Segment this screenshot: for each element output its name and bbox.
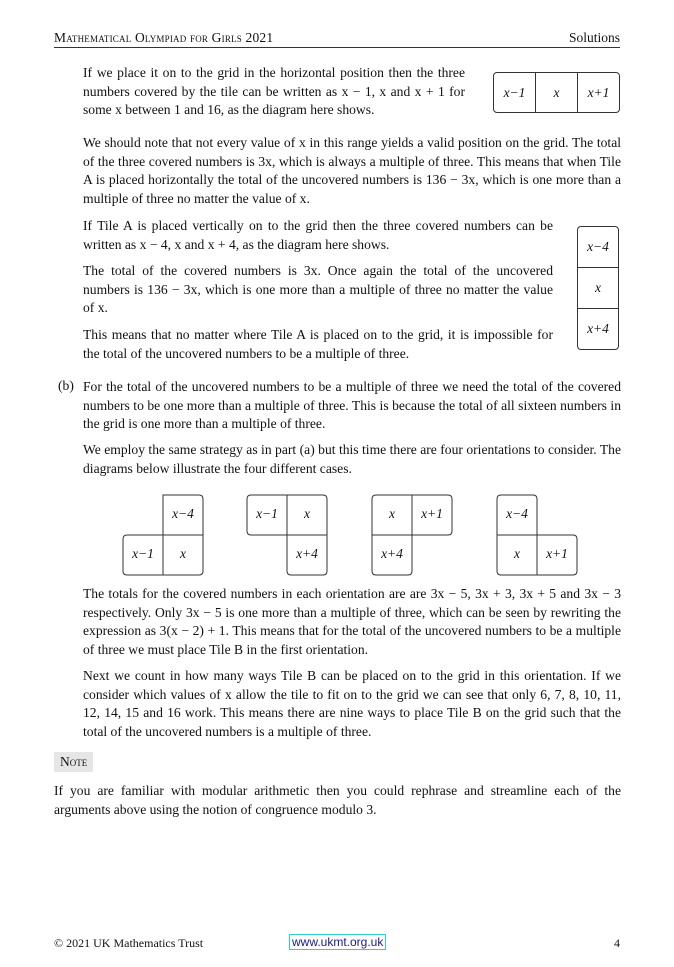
- tile-a-horizontal-diagram: [493, 72, 620, 113]
- tile-cell: x−1: [503, 84, 526, 100]
- part-b-label: (b): [58, 378, 74, 393]
- tile-cell: x+1: [546, 546, 568, 561]
- tile-cell: x−1: [132, 546, 154, 561]
- paragraph-horizontal: If we place it on to the grid in the horizontal position then the three numbers covered by the tile can be written as x − 1, x and x + 1 for some x between 1 and 16, as the diagram here shows.: [83, 65, 465, 117]
- running-header-title: Mathematical Olympiad for Girls 2021: [54, 30, 274, 45]
- paragraph-b1: For the total of the uncovered numbers to be a multiple of three we need the total of the covered numbers to be one more than a multiple of three. This is because the total of all sixteen numbers in the grid is one more than a multiple of three.: [83, 379, 621, 431]
- tile-cell: x+4: [381, 546, 403, 561]
- tile-cell: x: [514, 546, 520, 561]
- paragraph-valid-position: We should note that not every value of x in this range yields a valid position on the grid. The total of the three covered numbers is 3x, which is always a multiple of three. This means that when Tile A is placed horizontally the total of the uncovered numbers is 136 − 3x, which is one more than a multiple of three no matter the value of x.: [83, 135, 621, 206]
- paragraph-b2: We employ the same strategy as in part (a) but this time there are four orientations to consider. The diagrams below illustrate the four different cases.: [83, 442, 621, 476]
- tile-a-vertical-diagram: [577, 226, 619, 350]
- tile-cell: x−4: [587, 239, 609, 254]
- tile-cell: x: [578, 267, 618, 308]
- tile-cell: x+4: [296, 546, 318, 561]
- tile-cell: x−4: [172, 506, 194, 521]
- tile-cell: x: [389, 506, 395, 521]
- tile-b-orientation-3: [370, 493, 454, 577]
- header-rule: [54, 47, 620, 48]
- note-heading: Note: [54, 752, 93, 772]
- page-number: 4: [614, 936, 620, 950]
- running-header-section: Solutions: [568, 30, 620, 45]
- tile-b-orientation-2: [245, 493, 329, 577]
- tile-cell: x+1: [421, 506, 443, 521]
- tile-cell: x−1: [256, 506, 278, 521]
- paragraph-total-vertical: The total of the covered numbers is 3x. Once again the total of the uncovered numbers is 136 − 3x, which is one more than a multiple of three no matter the value of x.: [83, 263, 553, 315]
- tile-cell: x−4: [506, 506, 528, 521]
- paragraph-note: If you are familiar with modular arithmetic then you could rephrase and streamline each of the arguments above using the notion of congruence modulo 3.: [54, 783, 621, 817]
- tile-cell: x: [180, 546, 186, 561]
- paragraph-b3: The totals for the covered numbers in each orientation are are 3x − 5, 3x + 3, 3x + 5 and 3x − 3 respectively. Only 3x − 5 is one more than a multiple of three, which can be seen by rewriting the expression as 3(x − 2) + 1. This means that for the total of the uncovered numbers to be a multiple of three we must place Tile B in the first orientation.: [83, 586, 621, 657]
- paragraph-vertical: If Tile A is placed vertically on to the grid then the three covered numbers can be written as x − 4, x and x + 4, as the diagram here shows.: [83, 218, 553, 252]
- tile-cell: x+4: [578, 308, 618, 349]
- tile-cell: x: [535, 73, 577, 112]
- paragraph-b4: Next we count in how many ways Tile B can be placed on to the grid in this orientation. If we consider which values of x allow the tile to fit on to the grid we can see that only 6, 7, 8, 10, 11, 12, 14, 15 and 16 work. This means there are nine ways to place Tile B on the grid such that the total of the uncovered numbers is a multiple of three.: [83, 668, 621, 739]
- paragraph-conclusion-a: This means that no matter where Tile A is placed on to the grid, it is impossible for the total of the uncovered numbers to be a multiple of three.: [83, 327, 553, 361]
- tile-b-orientation-1: [121, 493, 205, 577]
- footer-copyright: © 2021 UK Mathematics Trust: [54, 936, 204, 950]
- footer-website-link[interactable]: www.ukmt.org.uk: [289, 934, 386, 950]
- tile-cell: x+1: [577, 73, 619, 112]
- tile-cell: x: [304, 506, 310, 521]
- tile-b-orientation-4: [495, 493, 579, 577]
